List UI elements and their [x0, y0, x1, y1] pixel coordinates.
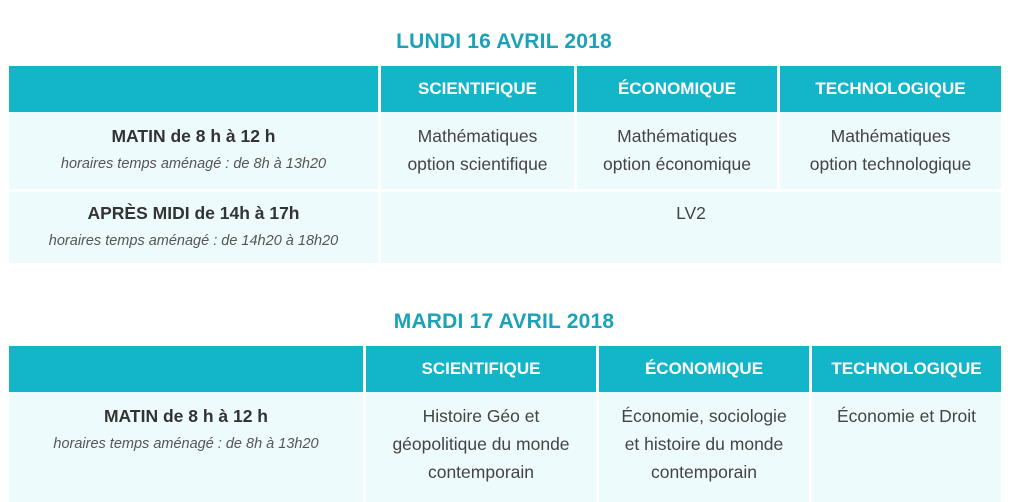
time-slot-cell	[9, 392, 363, 502]
subject-cell	[780, 112, 1001, 189]
schedule-table-monday	[6, 66, 1004, 263]
day-title-tuesday: MARDI 17 AVRIL 2018	[393, 310, 615, 333]
time-slot-cell	[9, 112, 378, 189]
time-slot-sub: horaires temps aménagé : de 14h20 à 18h20	[48, 233, 339, 249]
subject-line: contemporain	[650, 462, 758, 482]
header-economique: ÉCONOMIQUE	[577, 66, 777, 112]
subject-cell	[577, 112, 777, 189]
day-title-monday: LUNDI 16 AVRIL 2018	[396, 30, 612, 53]
subject-line: contemporain	[427, 462, 535, 482]
time-slot-label: MATIN de 8 h à 12 h	[111, 126, 276, 146]
subject-line: Mathématiques	[830, 126, 951, 146]
subject-line: et histoire du monde	[624, 434, 784, 454]
header-empty	[9, 346, 363, 392]
subject-cell	[812, 392, 1001, 502]
subject-cell	[366, 392, 596, 502]
header-scientifique: SCIENTIFIQUE	[366, 346, 596, 392]
header-row	[9, 346, 1001, 392]
subject-line: LV2	[676, 203, 706, 223]
header-row	[9, 66, 1001, 112]
table-row	[9, 112, 1001, 189]
subject-cell	[381, 112, 574, 189]
subject-line: Économie, sociologie	[621, 406, 787, 426]
table-row	[9, 189, 1001, 263]
time-slot-label: MATIN de 8 h à 12 h	[103, 406, 268, 426]
time-slot-sub: horaires temps aménagé : de 8h à 13h20	[53, 436, 319, 452]
time-slot-cell	[9, 189, 378, 263]
subject-line: option technologique	[809, 154, 972, 174]
subject-line: option économique	[603, 154, 751, 174]
subject-cell-merged	[381, 189, 1001, 263]
header-technologique: TECHNOLOGIQUE	[812, 346, 1001, 392]
subject-line: Économie et Droit	[836, 406, 977, 426]
header-scientifique: SCIENTIFIQUE	[381, 66, 574, 112]
schedule-table-tuesday	[6, 346, 1004, 502]
time-slot-label: APRÈS MIDI de 14h à 17h	[87, 203, 300, 223]
subject-line: Mathématiques	[617, 126, 737, 146]
subject-line: Histoire Géo et	[422, 406, 540, 426]
subject-line: géopolitique du monde	[392, 434, 570, 454]
table-row	[9, 392, 1001, 502]
header-economique: ÉCONOMIQUE	[599, 346, 809, 392]
time-slot-sub: horaires temps aménagé : de 8h à 13h20	[60, 156, 327, 172]
subject-line: Mathématiques	[417, 126, 538, 146]
subject-cell	[599, 392, 809, 502]
header-empty	[9, 66, 378, 112]
header-technologique: TECHNOLOGIQUE	[780, 66, 1001, 112]
subject-line: option scientifique	[407, 154, 548, 174]
